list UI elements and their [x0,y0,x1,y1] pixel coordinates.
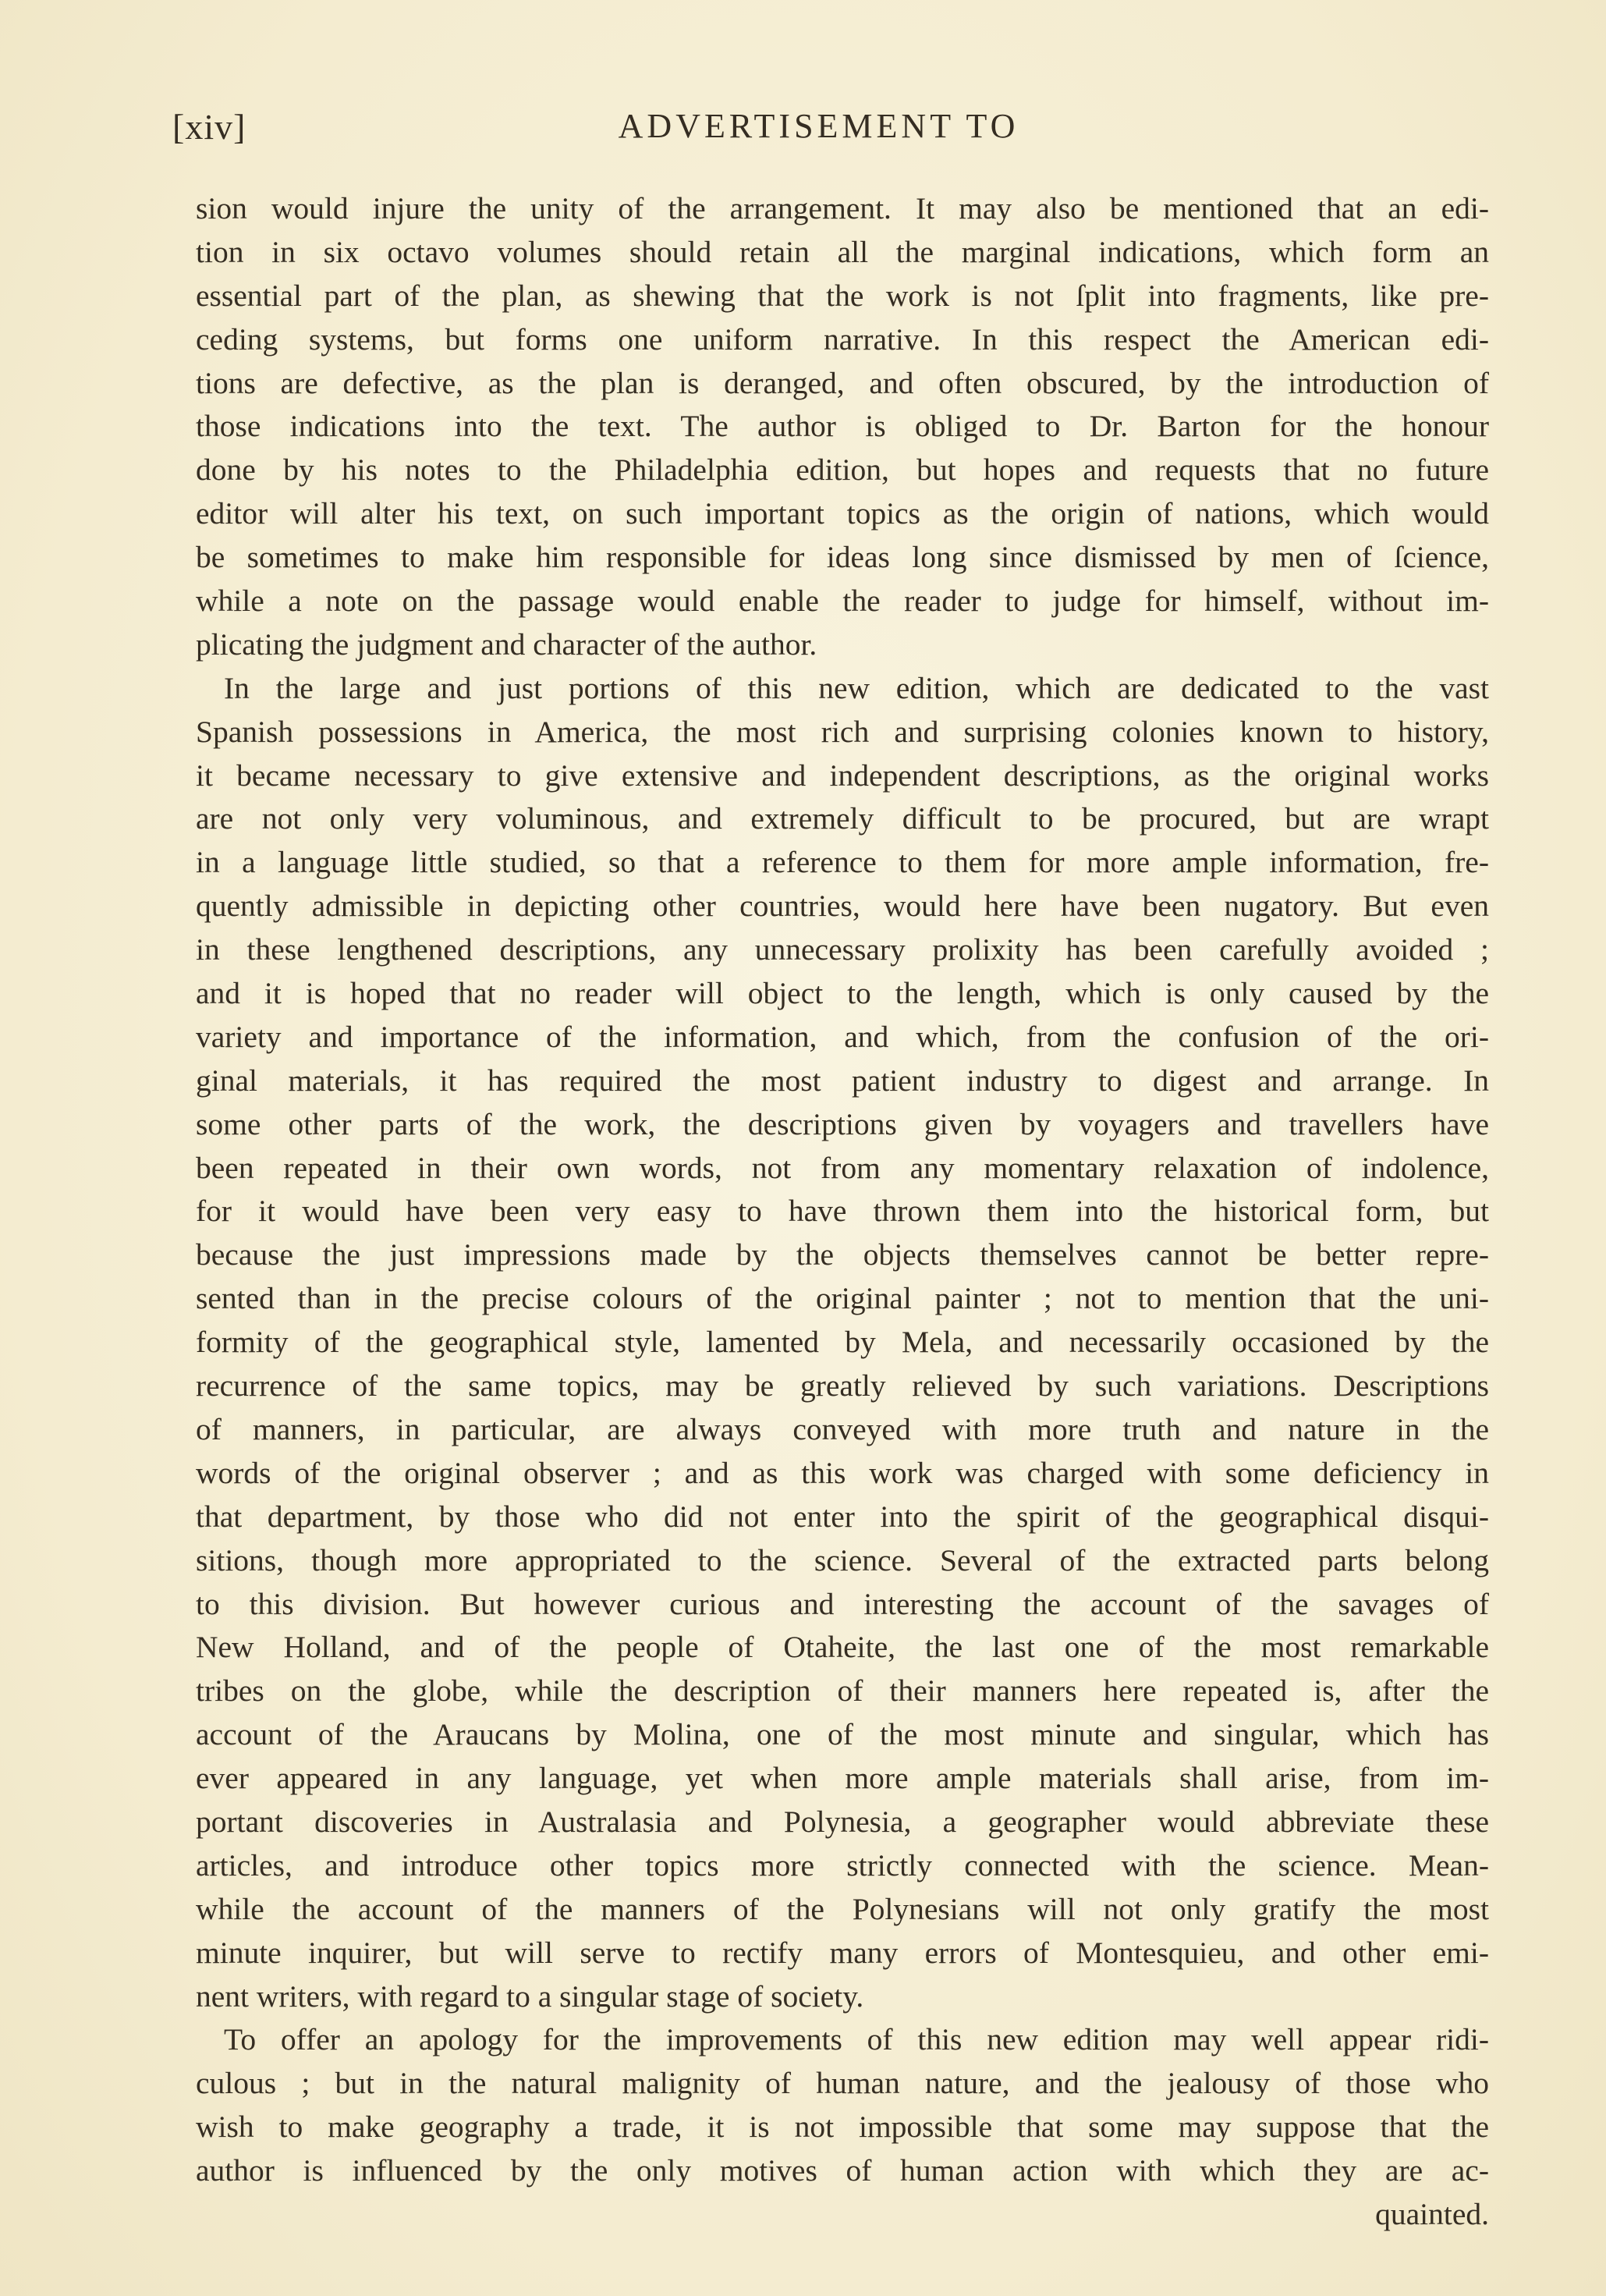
running-title: ADVERTISEMENT TO [618,107,1019,145]
text-line: in these lengthened descriptions, any unnecessary prolixity has been carefully avoided ; [196,932,1489,967]
text-line: formity of the geographical style, lamented by Mela, and necessarily occasioned by the [196,1325,1489,1360]
text-line: tribes on the globe, while the description of their manners here repeated is, after the [196,1673,1489,1709]
text-line: words of the original observer ; and as this work was charged with some deficiency in [196,1455,1489,1490]
text-line: sion would injure the unity of the arrangement. It may also be mentioned that an edi- [196,191,1489,225]
text-line: editor will alter his text, on such important topics as the origin of nations, which would [196,496,1489,531]
text-line: portant discoveries in Australasia and Polynesia, a geographer would abbreviate these [196,1804,1489,1839]
text-line: while a note on the passage would enable the reader to judge for himself, without im- [196,584,1489,619]
text-line: culous ; but in the natural malignity of human nature, and the jealousy of those who [196,2066,1489,2101]
page-number: [xiv] [172,107,246,147]
text-line: quently admissible in depicting other countries, would here have been nugatory. But even [196,889,1489,924]
text-line: Spanish possessions in America, the most rich and surprising colonies known to history, [196,714,1489,749]
text-line: ever appeared in any language, yet when more ample materials shall arise, from im- [196,1761,1489,1796]
body-text [196,187,1489,2237]
text-line: To offer an apology for the improvements of this new edition may well appear ridi- [224,2022,1489,2057]
text-line: author is influenced by the only motives of human action with which they are ac- [196,2153,1489,2188]
text-line: are not only very voluminous, and extremely difficult to be procured, but are wrapt [196,801,1489,836]
text-line: New Holland, and of the people of Otaheite, the last one of the most remarkable [196,1630,1489,1665]
text-line: essential part of the plan, as shewing that the work is not ſplit into fragments, like pre- [196,278,1489,313]
text-line: in a language little studied, so that a reference to them for more ample information, fre- [196,845,1489,880]
text-line: plicating the judgment and character of the author. [196,626,817,662]
text-line: recurrence of the same topics, may be greatly relieved by such variations. Descriptions [196,1368,1489,1404]
text-line: articles, and introduce other topics more strictly connected with the science. Mean- [196,1847,1489,1883]
text-line: and it is hoped that no reader will object to the length, which is only caused by the [196,976,1489,1011]
text-line: while the account of the manners of the Polynesians will not only gratify the most [196,1891,1489,1926]
text-line: account of the Araucans by Molina, one of the most minute and singular, which has [196,1717,1489,1752]
text-line: nent writers, with regard to a singular stage of society. [196,1978,864,2014]
text-line: some other parts of the work, the descriptions given by voyagers and travellers have [196,1106,1489,1141]
text-line: variety and importance of the information, and which, from the confusion of the ori- [196,1019,1489,1054]
text-line: be sometimes to make him responsible for ideas long since dismissed by men of ſcience, [196,540,1489,575]
text-line: of manners, in particular, are always conveyed with more truth and nature in the [196,1411,1489,1446]
text-line: ceding systems, but forms one uniform narrative. In this respect the American edi- [196,321,1489,357]
text-line: to this division. But however curious and interesting the account of the savages of [196,1586,1489,1621]
text-line: tion in six octavo volumes should retain all the marginal indications, which form an [196,234,1489,269]
text-line: those indications into the text. The author is obliged to Dr. Barton for the honour [196,409,1489,444]
text-line: tions are defective, as the plan is deranged, and often obscured, by the introduction of [196,365,1489,400]
text-line: sitions, though more appropriated to the science. Several of the extracted parts belong [196,1542,1489,1577]
text-line: that department, by those who did not enter into the spirit of the geographical disqui- [196,1499,1489,1534]
text-line: In the large and just portions of this new edition, which are dedicated to the vast [224,670,1489,705]
text-line: it became necessary to give extensive and independent descriptions, as the original works [196,758,1489,793]
text-line: sented than in the precise colours of the original painter ; not to mention that the uni- [196,1281,1489,1316]
text-line: because the just impressions made by the objects themselves cannot be better repre- [196,1237,1489,1272]
text-line: minute inquirer, but will serve to rectify many errors of Montesquieu, and other emi- [196,1935,1489,1970]
text-line: wish to make geography a trade, it is not impossible that some may suppose that the [196,2110,1489,2145]
text-line: quainted. [1375,2196,1489,2231]
text-line: for it would have been very easy to have thrown them into the historical form, but [196,1194,1489,1229]
text-line: been repeated in their own words, not from any momentary relaxation of indolence, [196,1150,1489,1185]
text-line: ginal materials, it has required the most patient industry to digest and arrange. In [196,1063,1489,1098]
text-line: done by his notes to the Philadelphia edition, but hopes and requests that no future [196,452,1489,488]
